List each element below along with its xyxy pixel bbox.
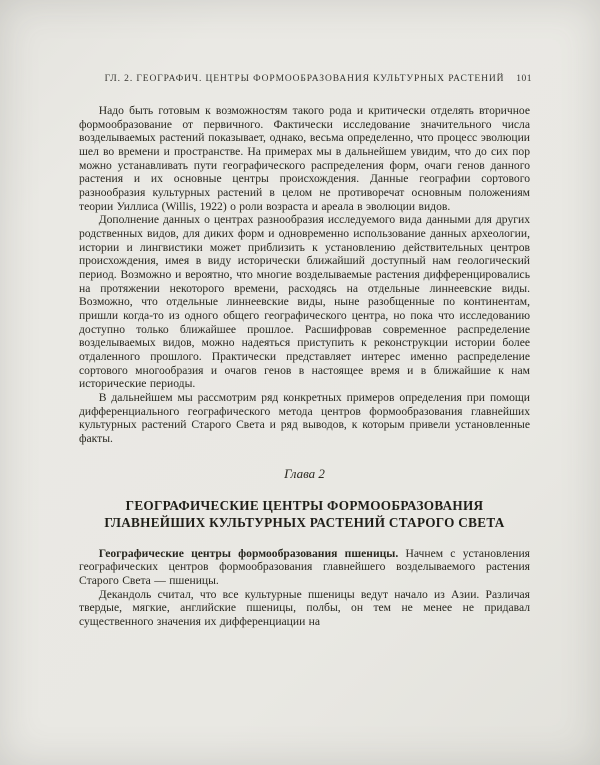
page-number: 101	[516, 74, 532, 84]
paragraph-2: Дополнение данных о центрах разнообразия исследуемого вида данными для других родственных видов, для диких форм и одновременно использование данных археологии, истории и лингвистики может приблизить к установлению действительных центров происхождения, имея в виду исторически ближайший доступный нам геологический период. Возможно и вероятно, что многие возделываемые растения дифференцировались на протяжении некоторого времени, расходясь на отдельные линнеевские виды. Возможно, что отдельные линнеевские виды, ныне разобщенные по континентам, пришли когда-то из одного общего географического центра, но пока что исследованию доступно только ближайшее прошлое. Расшифровав современное распределение возделываемых видов, можно надеяться приступить к реконструкции истории более отдаленного прошлого. Практически представляет интерес именно распределение сортового многообразия и очагов генов в настоящее время и в ближайшие к нам исторические периоды.	[79, 213, 530, 391]
running-head	[79, 74, 530, 84]
paragraph-wheat-lead	[79, 547, 530, 588]
wheat-lead-bold: Географические центры формообразования пшеницы.	[98, 546, 399, 560]
chapter-label: Глава 2	[284, 465, 325, 481]
page-content	[79, 74, 530, 629]
chapter-title: ГЕОГРАФИЧЕСКИЕ ЦЕНТРЫ ФОРМООБРАЗОВАНИЯ ГЛАВНЕЙШИХ КУЛЬТУРНЫХ РАСТЕНИЙ СТАРОГО СВЕТА	[104, 497, 505, 531]
paragraph-decandolle: Декандоль считал, что все культурные пшеницы ведут начало из Азии. Различая твердые, мягкие, английские пшеницы, полбы, он тем не менее не придавал существенного значения их дифференциации на	[79, 587, 530, 628]
paragraph-3: В дальнейшем мы рассмотрим ряд конкретных примеров определения при помощи дифференциального географического метода центров формообразования главнейших культурных растений Старого Света и ряд выводов, к которым привели установленные факты.	[79, 391, 530, 446]
wheat-lead-rest: Начнем с установления географических центров формообразования главнейшего возделываемого растения Старого Света — пшеницы.	[79, 546, 530, 587]
running-head-text: ГЛ. 2. ГЕОГРАФИЧ. ЦЕНТРЫ ФОРМООБРАЗОВАНИЯ КУЛЬТУРНЫХ РАСТЕНИЙ	[104, 74, 505, 84]
paragraph-1: Надо быть готовым к возможностям такого рода и критически отделять вторичное формообразование от первичного. Фактически исследование значительного числа возделываемых растений показывает, однако, весьма определенно, что процесс эволюции шел во времени и пространстве. На примерах мы в дальнейшем увидим, что до сих пор можно устанавливать пути географического распределения форм, очаги генов данного растения и их основные центры происхождения. Данные географии сортового разнообразия культурных растений в целом не противоречат основным положениям теории Уиллиса (Willis, 1922) о роли возраста и ареала в эволюции видов.	[79, 104, 530, 213]
